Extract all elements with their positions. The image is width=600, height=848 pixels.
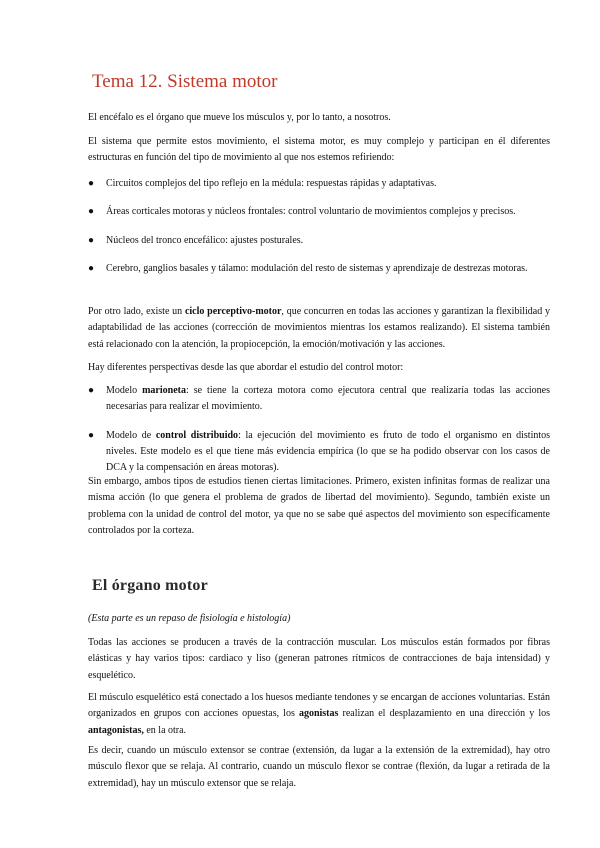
ciclo-paragraph: [88, 304, 550, 353]
perspectives-list: [88, 383, 550, 476]
intro-paragraph-1: [88, 110, 550, 126]
bullet-icon: ●: [88, 178, 95, 189]
motor-structures-list: [88, 176, 550, 277]
intro-text-2: El sistema que permite estos movimiento, el sistema motor, es muy complejo y participan en él diferentes estructuras en función del tipo de movimiento al que nos estemos refiriendo:: [88, 136, 550, 164]
intro-text-1: El encéfalo es el órgano que mueve los músculos y, por lo tanto, a nosotros.: [88, 112, 391, 123]
section-title: El órgano motor: [92, 577, 208, 594]
list-item-before: Modelo de: [106, 429, 156, 441]
list-item-term: marioneta: [142, 385, 186, 396]
bullet-icon: ●: [88, 206, 95, 218]
antagonists-term: antagonistas,: [88, 724, 144, 736]
bullet-icon: ●: [88, 262, 95, 274]
ciclo-text-before: Por otro lado, existe un: [88, 306, 185, 317]
extensor-flexor-text: Es decir, cuando un músculo extensor se contrae (extensión, da lugar a la extensión de la extremidad), hay otro músculo flexor que se relaja. Al contrario, cuando un músculo flexor se contrae (flexión, da lugar a retirada de la extremidad), hay un músculo extensor que se relaja.: [88, 745, 550, 789]
limitations-paragraph: [88, 474, 550, 539]
list-item: [88, 383, 550, 416]
bullet-icon: ●: [88, 429, 95, 441]
list-item-text: Cerebro, ganglios basales y tálamo: modulación del resto de sistemas y aprendizaje de destrezas motoras.: [106, 262, 528, 274]
bullet-icon: ●: [88, 234, 95, 246]
limitations-text: Sin embargo, ambos tipos de estudios tienen ciertas limitaciones. Primero, existen infinitas formas de realizar una misma acción (lo que genera el problema de grados de libertad del movimiento). Segundo, también existe un problema con la unidad de control del motor, ya que no se sabe qué aspectos del movimiento son específicamente controlados por la corteza.: [88, 476, 550, 536]
list-item-before: Modelo: [106, 385, 143, 396]
list-item-text: Circuitos complejos del tipo reflejo en la médula: respuestas rápidas y adaptativas.: [106, 178, 437, 189]
intro-paragraph-2: [88, 134, 550, 167]
section-subtitle: (Esta parte es un repaso de fisiología e histología): [88, 613, 291, 624]
ciclo-text-after: , que concurren en todas las acciones y garantizan la flexibilidad y adaptabilidad de las acciones (corrección de movimientos mientras los estamos realizando). El sistema también está relacionado con la atención, la propiocepción, la emoción/motivación y las acciones.: [88, 306, 550, 350]
list-item: [88, 176, 550, 192]
skeletal-text-c: realizan el desplazamiento en una dirección y los: [338, 708, 550, 720]
ciclo-term: ciclo perceptivo-motor: [184, 306, 282, 317]
list-item-text: Áreas corticales motoras y núcleos frontales: control voluntario de movimientos complejos y precisos.: [106, 206, 516, 218]
list-item-after: : se tiene la corteza motora como ejecutora central que realizaría todas las acciones necesarias para realizar el movimiento.: [106, 385, 550, 413]
agonists-term: agonistas: [298, 708, 339, 720]
page-title: Tema 12. Sistema motor: [92, 71, 278, 92]
bullet-icon: ●: [88, 385, 95, 396]
muscle-types-paragraph: [88, 635, 550, 684]
list-item: [88, 204, 550, 220]
skeletal-muscle-paragraph: [88, 690, 550, 739]
list-item-text: Núcleos del tronco encefálico: ajustes posturales.: [106, 234, 304, 246]
muscle-types-text: Todas las acciones se producen a través de la contracción muscular. Los músculos están formados por fibras elásticas y hay varios tipos: cardiaco y liso (generan patrones rítmicos de contracciones de baja intensidad) y esquelético.: [88, 637, 550, 681]
skeletal-text-e: en la otra.: [143, 724, 187, 736]
perspectives-intro-text: Hay diferentes perspectivas desde las que abordar el estudio del control motor:: [88, 362, 404, 373]
skeletal-text-a: El músculo esquelético está conectado a los huesos mediante tendones y se encargan de acciones voluntarias. Están organizados en grupos con acciones opuestas, los: [88, 692, 550, 720]
list-item-after: : la ejecución del movimiento es fruto de todo el organismo en distintos niveles. Este modelo es el que tiene más evidencia empírica (lo que se ha podido observar con los casos de DCA y la compensación en áreas motoras).: [106, 429, 551, 474]
list-item-term: control distribuido: [155, 429, 239, 441]
perspectives-intro: [88, 360, 550, 376]
list-item: [88, 233, 550, 249]
list-item: [88, 428, 550, 477]
extensor-flexor-paragraph: [88, 743, 550, 792]
list-item: [88, 261, 550, 277]
